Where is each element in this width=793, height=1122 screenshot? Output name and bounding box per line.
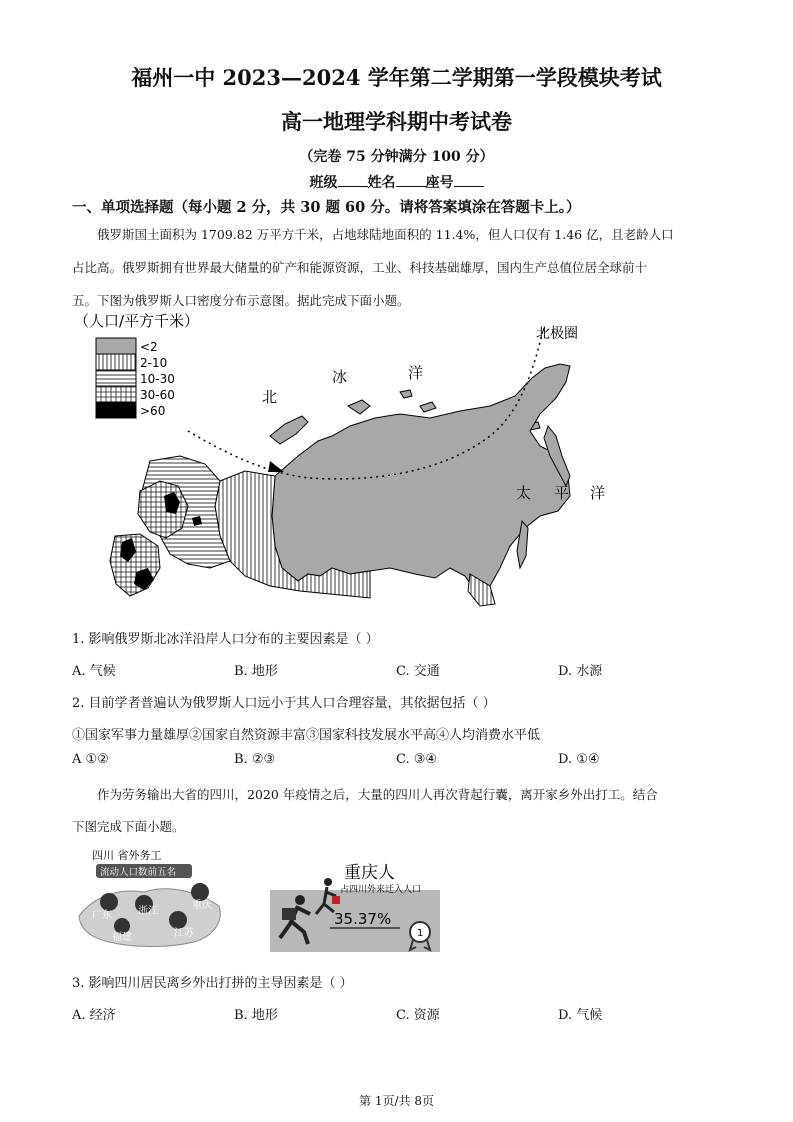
sichuan-migration-figure bbox=[74, 846, 234, 956]
province-guangdong: 广东 bbox=[92, 910, 112, 921]
ocean-label-bing: 冰 bbox=[332, 368, 348, 386]
question-3-text: 3. 影响四川居民离乡外出打拼的主导因素是（ ） bbox=[72, 976, 353, 991]
seat-blank bbox=[454, 174, 484, 187]
q2-option-a[interactable]: A ①② bbox=[72, 752, 109, 767]
arctic-island-small bbox=[420, 402, 436, 412]
exam-title: 福州一中 2023—2024 学年第二学期第一学段模块考试 bbox=[131, 65, 662, 90]
q1-option-a[interactable]: A. 气候 bbox=[72, 664, 116, 679]
question-1-text: 1. 影响俄罗斯北冰洋沿岸人口分布的主要因素是（ ） bbox=[72, 632, 379, 647]
legend-label-10-30: 10-30 bbox=[140, 372, 175, 386]
arctic-island-small bbox=[400, 390, 412, 398]
passage-1-line-1: 俄罗斯国土面积为 1709.82 万平方千米，占地球陆地面积的 11.4%，但人口仅有 1.46 亿，且老龄人口 bbox=[97, 227, 674, 242]
pin-chongqing bbox=[191, 883, 209, 901]
arctic-circle-label: 北极圈 bbox=[536, 326, 578, 342]
q1-option-d[interactable]: D. 水源 bbox=[558, 664, 603, 679]
province-zhejiang: 浙江 bbox=[138, 906, 158, 917]
legend-label-2-10: 2-10 bbox=[140, 356, 168, 370]
legend-swatch-10-30 bbox=[96, 370, 136, 386]
russia-population-map bbox=[70, 306, 630, 611]
ocean-label-ping: 平 bbox=[554, 484, 570, 502]
legend-swatch-30-60 bbox=[96, 386, 136, 402]
legend-swatch-gt60 bbox=[96, 402, 136, 418]
figure-right-subtitle: 占四川外来迁入人口 bbox=[340, 885, 422, 895]
q3-option-b[interactable]: B. 地形 bbox=[234, 1008, 278, 1023]
pin-jiangsu bbox=[169, 911, 187, 929]
passage-1-line-2: 占比高。俄罗斯拥有世界最大储量的矿产和能源资源，工业、科技基础雄厚，国内生产总值位居全球前十 bbox=[72, 260, 648, 275]
q3-option-d[interactable]: D. 气候 bbox=[558, 1008, 603, 1023]
name-blank bbox=[396, 174, 426, 187]
legend-label-gt60: >60 bbox=[140, 404, 166, 418]
q3-option-c[interactable]: C. 资源 bbox=[396, 1008, 440, 1023]
ocean-label-yang: 洋 bbox=[408, 364, 424, 382]
arctic-circle-arrow bbox=[268, 461, 284, 472]
q2-option-d[interactable]: D. ①④ bbox=[558, 752, 600, 767]
exam-info: （完卷 75 分钟满分 100 分） bbox=[299, 149, 494, 165]
q1-option-b[interactable]: B. 地形 bbox=[234, 664, 278, 679]
passage-1-line-3: 五。下图为俄罗斯人口密度分布示意图。据此完成下面小题。 bbox=[72, 293, 410, 308]
seat-label: 座号 bbox=[425, 175, 454, 191]
map-unit-label: （人口/平方千米） bbox=[74, 312, 200, 330]
q1-option-c[interactable]: C. 交通 bbox=[396, 664, 440, 679]
page-number: 第 1页/共 8页 bbox=[359, 1094, 434, 1108]
ocean-label-yang2: 洋 bbox=[590, 484, 606, 502]
question-2-text: 2. 目前学者普遍认为俄罗斯人口远小于其人口合理容量，其依据包括（ ） bbox=[72, 696, 496, 711]
section-heading: 一、单项选择题（每小题 2 分，共 30 题 60 分。请将答案填涂在答题卡上。） bbox=[72, 199, 581, 216]
q2-option-c[interactable]: C. ③④ bbox=[396, 752, 438, 767]
passage-2-line-1: 作为劳务输出大省的四川，2020 年疫情之后，大量的四川人再次背起行囊，离开家乡外出打工。结合 bbox=[97, 787, 658, 802]
name-label: 姓名 bbox=[367, 175, 396, 191]
student-info-line bbox=[0, 172, 793, 192]
ocean-label-bei: 北 bbox=[262, 388, 278, 406]
arctic-island bbox=[348, 400, 370, 414]
chongqing-migration-figure bbox=[270, 852, 440, 952]
class-blank bbox=[338, 174, 368, 187]
figure-left-subtitle: 流动人口数前五名 bbox=[100, 867, 177, 878]
rank-badge-number: 1 bbox=[417, 928, 424, 939]
figure-right-percent: 35.37% bbox=[334, 910, 392, 928]
passage-2-line-2: 下图完成下面小题。 bbox=[72, 819, 185, 834]
legend-label-lt2: <2 bbox=[140, 340, 158, 354]
legend-label-30-60: 30-60 bbox=[140, 388, 175, 402]
figure-right-title: 重庆人 bbox=[344, 863, 395, 883]
legend-swatch-lt2 bbox=[96, 338, 136, 354]
province-jiangsu: 江苏 bbox=[174, 928, 194, 939]
exam-subtitle: 高一地理学科期中考试卷 bbox=[281, 109, 512, 134]
province-chongqing: 重庆 bbox=[192, 900, 212, 911]
class-label: 班级 bbox=[309, 175, 338, 191]
province-fujian: 福建 bbox=[112, 932, 132, 943]
q3-option-a[interactable]: A. 经济 bbox=[72, 1008, 116, 1023]
question-2-statements: ①国家军事力量雄厚②国家自然资源丰富③国家科技发展水平高④人均消费水平低 bbox=[72, 728, 541, 743]
region-30-60-south bbox=[110, 534, 160, 596]
pin-guangdong bbox=[100, 893, 118, 911]
figure-left-title: 四川 省外务工 bbox=[92, 849, 162, 862]
novaya-zemlya-island bbox=[270, 416, 308, 444]
ocean-label-tai: 太 bbox=[516, 484, 532, 502]
legend-swatch-2-10 bbox=[96, 354, 136, 370]
q2-option-b[interactable]: B. ②③ bbox=[234, 752, 276, 767]
